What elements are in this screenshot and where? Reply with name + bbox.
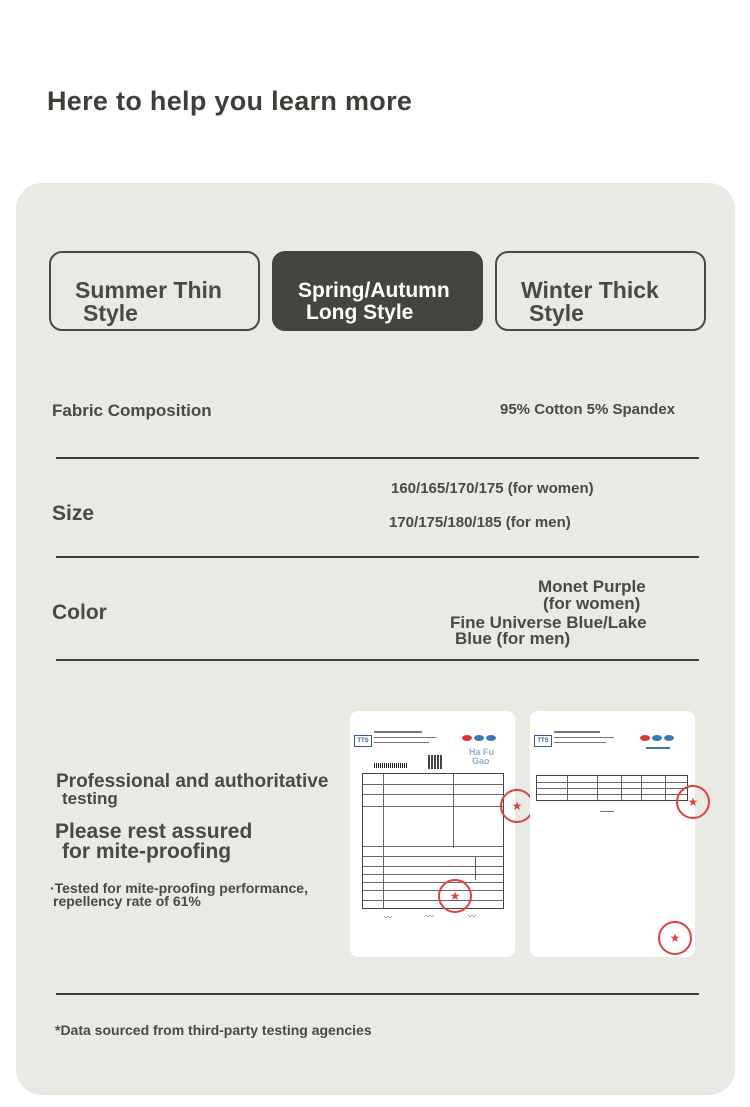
testing-title-line1: Professional and authoritative [56,771,329,792]
official-seal-icon: ★ [438,879,472,913]
page-heading: Here to help you learn more [47,86,413,116]
accreditation-badge-icon [486,735,496,741]
report-header-line [374,742,429,743]
fabric-composition-value: 95% Cotton 5% Spandex [500,401,676,418]
signature-mark: 〰 [384,913,392,922]
testing-title-line2: testing [62,789,118,808]
report-header-line [374,737,436,738]
tab-label-line1: Winter Thick [521,277,659,303]
accreditation-badge-icon [652,735,662,741]
report-header-line [554,742,606,743]
tab-winter-thick-style[interactable] [495,251,706,331]
watermark-line2: Gao [472,756,490,766]
test-report-image-2 [530,711,699,957]
tts-logo: TTS [354,735,372,747]
divider [56,457,699,459]
signature-mark: 〰 [426,912,434,921]
report-header-line [554,731,600,733]
tab-spring-autumn-long-style[interactable] [272,251,483,331]
report-table [362,773,504,909]
barcode-icon [374,763,408,768]
official-seal-icon: ★ [500,789,534,823]
accreditation-badge-icon [474,735,484,741]
testing-note-line2: repellency rate of 61% [53,893,201,909]
official-seal-icon: ★ [658,921,692,955]
tab-label-line1: Summer Thin [75,277,222,303]
report-header-line [554,737,614,738]
report-title-mark [646,747,670,749]
tab-label-line2: Style [529,300,584,326]
testing-subtitle-line1: Please rest assured [55,820,253,843]
qr-code-icon [428,755,442,769]
color-women-line2: (for women) [543,594,641,613]
testing-subtitle-line2: for mite-proofing [62,840,232,863]
fabric-composition-label: Fabric Composition [52,401,212,420]
accreditation-badge-icon [664,735,674,741]
color-men-line2: Blue (for men) [455,629,571,648]
signature-mark: 〰 [468,912,476,921]
divider [56,556,699,558]
tab-label-line2: Long Style [306,301,414,324]
report-table [536,775,688,801]
tts-logo: TTS [534,735,552,747]
watermark-line1: Ha Fu [469,747,495,757]
tab-label-line2: Style [83,300,138,326]
color-label: Color [52,601,107,624]
size-label: Size [52,502,95,525]
footnote: *Data sourced from third-party testing agencies [55,1022,372,1038]
official-seal-icon: ★ [676,785,710,819]
tab-summer-thin-style[interactable] [49,251,260,331]
testing-note-line1: ·Tested for mite-proofing performance, [50,880,308,896]
size-men-value: 170/175/180/185 (for men) [389,514,571,531]
test-report-image-1 [350,711,523,957]
size-women-value: 160/165/170/175 (for women) [391,480,594,497]
accreditation-badge-icon [462,735,472,741]
divider [56,659,699,661]
color-men-line1: Fine Universe Blue/Lake [450,613,647,632]
tab-label-line1: Spring/Autumn [298,279,450,302]
report-text-line [600,811,614,812]
accreditation-badge-icon [640,735,650,741]
report-header-line [374,731,422,733]
color-women-line1: Monet Purple [538,577,646,596]
divider [56,993,699,995]
